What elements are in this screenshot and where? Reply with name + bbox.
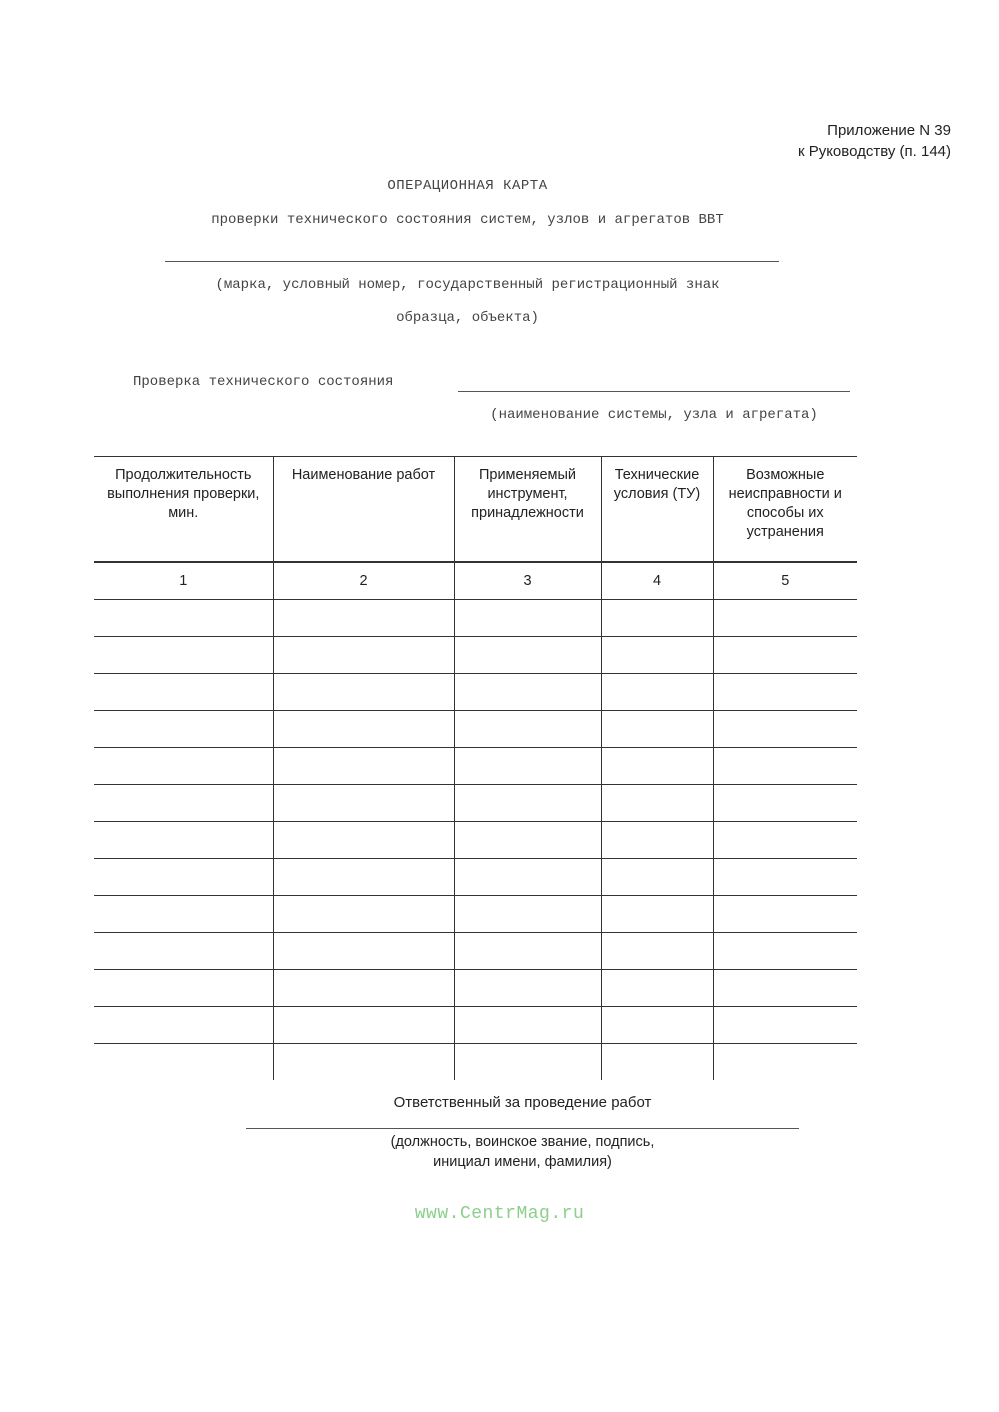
table-cell[interactable]	[713, 637, 857, 674]
table-cell[interactable]	[713, 970, 857, 1007]
table-cell[interactable]	[94, 711, 273, 748]
table-cell[interactable]	[713, 674, 857, 711]
table-row	[94, 822, 857, 859]
column-number: 3	[454, 562, 601, 600]
column-number: 5	[713, 562, 857, 600]
object-caption-line2: образца, объекта)	[396, 310, 539, 326]
watermark: www.CentrMag.ru	[414, 1204, 585, 1224]
table-cell[interactable]	[713, 1007, 857, 1044]
table-cell[interactable]	[454, 1007, 601, 1044]
table-cell[interactable]	[601, 785, 713, 822]
table-cell[interactable]	[713, 859, 857, 896]
column-number: 1	[94, 562, 273, 600]
table-cell[interactable]	[94, 859, 273, 896]
table-cell[interactable]	[273, 896, 454, 933]
table-cell[interactable]	[94, 970, 273, 1007]
responsible-fill-line[interactable]	[246, 1128, 799, 1129]
table-cell[interactable]	[713, 600, 857, 637]
table-cell[interactable]	[454, 1044, 601, 1081]
header-duration: Продолжительность выполнения проверки, мин.	[94, 457, 273, 563]
table-cell[interactable]	[94, 600, 273, 637]
table-row	[94, 1007, 857, 1044]
check-caption: (наименование системы, узла и агрегата)	[490, 407, 818, 423]
responsible-caption-line2: инициал имени, фамилия)	[433, 1154, 612, 1170]
table-cell[interactable]	[601, 933, 713, 970]
table-cell[interactable]	[94, 896, 273, 933]
table-cell[interactable]	[713, 785, 857, 822]
table-cell[interactable]	[601, 822, 713, 859]
table-cell[interactable]	[273, 711, 454, 748]
table-cell[interactable]	[94, 822, 273, 859]
table-cell[interactable]	[273, 748, 454, 785]
table-row	[94, 637, 857, 674]
table-cell[interactable]	[601, 674, 713, 711]
table-cell[interactable]	[273, 970, 454, 1007]
header-tools: Применяемый инструмент, принадлежности	[454, 457, 601, 563]
table-row	[94, 933, 857, 970]
table-cell[interactable]	[454, 785, 601, 822]
responsible-caption	[0, 1132, 999, 1172]
table-row	[94, 748, 857, 785]
table-cell[interactable]	[601, 711, 713, 748]
table-cell[interactable]	[94, 1007, 273, 1044]
header-work-name: Наименование работ	[273, 457, 454, 563]
table-cell[interactable]	[601, 600, 713, 637]
document-subtitle: проверки технического состояния систем, узлов и агрегатов ВВТ	[211, 212, 724, 228]
table-row	[94, 859, 857, 896]
table-cell[interactable]	[601, 1044, 713, 1081]
appendix-reference	[798, 120, 951, 162]
table-row	[94, 785, 857, 822]
table-cell[interactable]	[273, 785, 454, 822]
table-cell[interactable]	[601, 1007, 713, 1044]
object-caption-line1: (марка, условный номер, государственный регистрационный знак	[215, 277, 720, 293]
table-cell[interactable]	[713, 933, 857, 970]
appendix-guide-ref: к Руководству (п. 144)	[797, 143, 951, 160]
appendix-number: Приложение N 39	[827, 122, 951, 139]
table-row	[94, 674, 857, 711]
check-fill-line[interactable]	[458, 391, 850, 392]
table-cell[interactable]	[94, 637, 273, 674]
table-cell[interactable]	[94, 1044, 273, 1081]
table-cell[interactable]	[454, 637, 601, 674]
table-cell[interactable]	[273, 859, 454, 896]
table-row	[94, 896, 857, 933]
table-cell[interactable]	[601, 637, 713, 674]
table-cell[interactable]	[454, 711, 601, 748]
table-cell[interactable]	[713, 896, 857, 933]
table-cell[interactable]	[454, 933, 601, 970]
table-cell[interactable]	[454, 674, 601, 711]
table-cell[interactable]	[273, 600, 454, 637]
header-tech-conditions: Технические условия (ТУ)	[601, 457, 713, 563]
table-cell[interactable]	[454, 859, 601, 896]
table-cell[interactable]	[273, 822, 454, 859]
table-cell[interactable]	[94, 674, 273, 711]
table-cell[interactable]	[601, 970, 713, 1007]
responsible-caption-line1: (должность, воинское звание, подпись,	[390, 1134, 655, 1150]
operations-table	[94, 456, 857, 1080]
table-cell[interactable]	[273, 1044, 454, 1081]
column-number: 2	[273, 562, 454, 600]
table-cell[interactable]	[273, 674, 454, 711]
table-header-row	[94, 457, 857, 563]
table-cell[interactable]	[601, 748, 713, 785]
table-cell[interactable]	[273, 637, 454, 674]
check-label: Проверка технического состояния	[133, 374, 394, 390]
table-cell[interactable]	[454, 896, 601, 933]
table-number-row	[94, 562, 857, 600]
table-cell[interactable]	[454, 970, 601, 1007]
table-row	[94, 1044, 857, 1081]
table-cell[interactable]	[713, 711, 857, 748]
table-cell[interactable]	[601, 859, 713, 896]
header-faults: Возможные неисправности и способы их устранения	[713, 457, 857, 563]
table-cell[interactable]	[713, 748, 857, 785]
object-fill-line[interactable]	[165, 261, 779, 262]
table-cell[interactable]	[454, 822, 601, 859]
table-row	[94, 970, 857, 1007]
column-number: 4	[601, 562, 713, 600]
table-row	[94, 600, 857, 637]
table-cell[interactable]	[94, 933, 273, 970]
responsible-label: Ответственный за проведение работ	[393, 1094, 652, 1111]
table-cell[interactable]	[454, 748, 601, 785]
table-cell[interactable]	[713, 822, 857, 859]
table-row	[94, 711, 857, 748]
table-cell[interactable]	[273, 933, 454, 970]
table-cell[interactable]	[273, 1007, 454, 1044]
table-cell[interactable]	[454, 600, 601, 637]
table-cell[interactable]	[713, 1044, 857, 1081]
table-cell[interactable]	[601, 896, 713, 933]
table-cell[interactable]	[94, 785, 273, 822]
table-cell[interactable]	[94, 748, 273, 785]
document-title: ОПЕРАЦИОННАЯ КАРТА	[387, 178, 548, 194]
